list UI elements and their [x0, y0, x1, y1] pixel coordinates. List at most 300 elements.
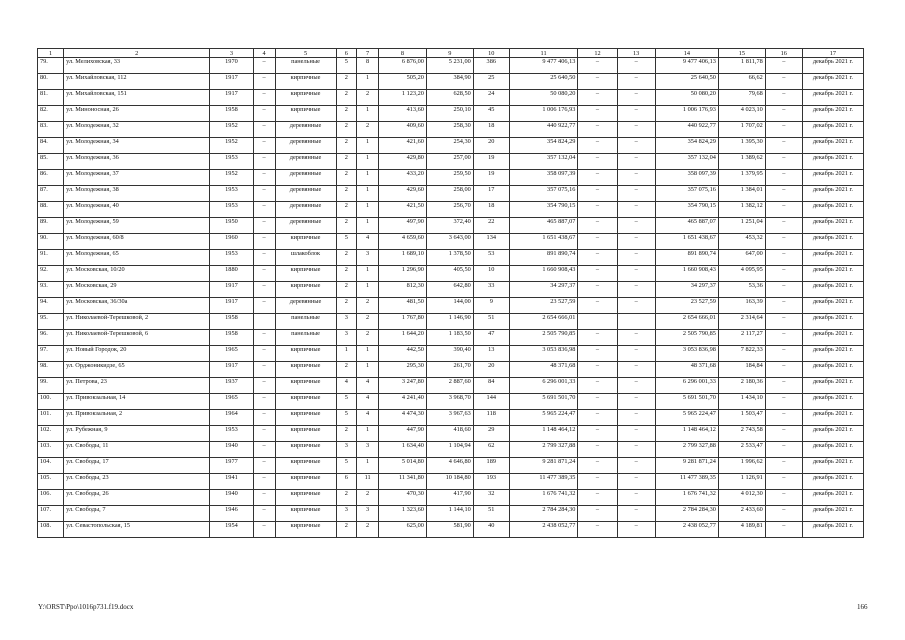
- table-cell: 1 144,10: [426, 506, 473, 522]
- table-cell: декабрь 2021 г.: [802, 330, 863, 346]
- table-cell: 1 146,90: [426, 314, 473, 330]
- header-cell: 6: [336, 49, 357, 58]
- table-cell: кирпичные: [275, 442, 336, 458]
- table-cell: 2 654 666,01: [655, 314, 718, 330]
- table-cell: 481,50: [379, 298, 427, 314]
- table-cell: 1950: [210, 218, 254, 234]
- row-number-cell: 84.: [38, 138, 64, 154]
- table-cell: –: [617, 346, 655, 362]
- table-cell: декабрь 2021 г.: [802, 410, 863, 426]
- row-number-cell: 95.: [38, 314, 64, 330]
- table-cell: –: [253, 330, 275, 346]
- table-cell: [253, 314, 275, 330]
- table-cell: 2 180,36: [718, 378, 765, 394]
- table-cell: 2 743,58: [718, 426, 765, 442]
- table-cell: деревянные: [275, 298, 336, 314]
- table-cell: 357 132,04: [655, 154, 718, 170]
- table-cell: 2 784 284,30: [509, 506, 578, 522]
- address-cell: ул. Петрова, 23: [64, 378, 210, 394]
- table-cell: 1941: [210, 474, 254, 490]
- table-row: [38, 474, 864, 490]
- table-cell: 1 148 464,12: [655, 426, 718, 442]
- table-cell: –: [765, 298, 802, 314]
- table-cell: 442,50: [379, 346, 427, 362]
- table-cell: декабрь 2021 г.: [802, 186, 863, 202]
- table-cell: кирпичные: [275, 506, 336, 522]
- table-row: [38, 154, 864, 170]
- table-cell: панельные: [275, 314, 336, 330]
- table-cell: 1: [357, 282, 379, 298]
- table-cell: 354 790,15: [509, 202, 578, 218]
- header-cell: 3: [210, 49, 254, 58]
- table-cell: 40: [473, 522, 509, 538]
- row-number-cell: 92.: [38, 266, 64, 282]
- header-cell: 7: [357, 49, 379, 58]
- table-cell: 5 965 224,47: [655, 410, 718, 426]
- table-cell: декабрь 2021 г.: [802, 90, 863, 106]
- table-cell: 3 053 836,98: [655, 346, 718, 362]
- table-cell: –: [617, 362, 655, 378]
- row-number-cell: 106.: [38, 490, 64, 506]
- row-number-cell: 102.: [38, 426, 64, 442]
- table-cell: 51: [473, 506, 509, 522]
- table-cell: –: [253, 122, 275, 138]
- header-cell: 15: [718, 49, 765, 58]
- table-cell: 421,60: [379, 138, 427, 154]
- table-cell: –: [617, 522, 655, 538]
- table-cell: 1: [357, 202, 379, 218]
- table-cell: –: [578, 138, 617, 154]
- table-cell: 2: [357, 122, 379, 138]
- table-cell: кирпичные: [275, 362, 336, 378]
- row-number-cell: 93.: [38, 282, 64, 298]
- row-number-cell: 98.: [38, 362, 64, 378]
- table-cell: 2: [336, 90, 357, 106]
- table-cell: –: [765, 522, 802, 538]
- table-cell: –: [617, 90, 655, 106]
- table-row: [38, 410, 864, 426]
- table-cell: –: [578, 202, 617, 218]
- table-cell: 2: [336, 218, 357, 234]
- table-cell: –: [617, 122, 655, 138]
- table-cell: 295,30: [379, 362, 427, 378]
- table-cell: –: [578, 330, 617, 346]
- table-cell: 3: [336, 506, 357, 522]
- address-cell: ул. Свободы, 23: [64, 474, 210, 490]
- table-cell: –: [617, 378, 655, 394]
- table-cell: –: [253, 170, 275, 186]
- table-cell: 9 281 871,24: [655, 458, 718, 474]
- row-number-cell: 94.: [38, 298, 64, 314]
- header-cell: 13: [617, 49, 655, 58]
- address-cell: ул. Московская, 10/20: [64, 266, 210, 282]
- table-cell: –: [253, 218, 275, 234]
- table-cell: –: [617, 138, 655, 154]
- table-row: [38, 298, 864, 314]
- table-cell: 1: [357, 458, 379, 474]
- table-cell: 2: [357, 330, 379, 346]
- table-cell: 1953: [210, 154, 254, 170]
- table-cell: 18: [473, 202, 509, 218]
- table-cell: 1 676 741,32: [655, 490, 718, 506]
- table-cell: декабрь 2021 г.: [802, 250, 863, 266]
- table-cell: декабрь 2021 г.: [802, 218, 863, 234]
- address-cell: ул. Михайловская, 112: [64, 74, 210, 90]
- table-cell: 417,90: [426, 490, 473, 506]
- table-cell: –: [578, 474, 617, 490]
- table-cell: панельные: [275, 330, 336, 346]
- table-cell: –: [617, 330, 655, 346]
- table-cell: –: [253, 138, 275, 154]
- table-cell: –: [765, 90, 802, 106]
- table-cell: 53: [473, 250, 509, 266]
- row-number-cell: 91.: [38, 250, 64, 266]
- table-cell: –: [578, 298, 617, 314]
- table-cell: 1940: [210, 442, 254, 458]
- table-cell: кирпичные: [275, 474, 336, 490]
- table-cell: 1917: [210, 298, 254, 314]
- table-cell: кирпичные: [275, 490, 336, 506]
- table-cell: 13: [473, 346, 509, 362]
- table-cell: декабрь 2021 г.: [802, 138, 863, 154]
- table-cell: 1 660 908,43: [509, 266, 578, 282]
- table-cell: 2: [336, 202, 357, 218]
- row-number-cell: 101.: [38, 410, 64, 426]
- table-cell: кирпичные: [275, 410, 336, 426]
- table-cell: –: [765, 282, 802, 298]
- table-cell: –: [617, 298, 655, 314]
- table-cell: 1954: [210, 522, 254, 538]
- table-row: [38, 346, 864, 362]
- table-cell: 25 640,50: [655, 74, 718, 90]
- table-cell: 3: [336, 442, 357, 458]
- table-cell: 1: [357, 106, 379, 122]
- table-cell: 23 527,59: [509, 298, 578, 314]
- table-row: [38, 378, 864, 394]
- table-cell: декабрь 2021 г.: [802, 314, 863, 330]
- table-cell: –: [253, 442, 275, 458]
- table-cell: 1: [357, 346, 379, 362]
- row-number-cell: 107.: [38, 506, 64, 522]
- table-cell: 372,40: [426, 218, 473, 234]
- row-number-cell: 81.: [38, 90, 64, 106]
- table-cell: –: [617, 58, 655, 74]
- table-cell: –: [765, 170, 802, 186]
- table-row: [38, 74, 864, 90]
- table-cell: 10 184,80: [426, 474, 473, 490]
- table-cell: –: [765, 218, 802, 234]
- row-number-cell: 97.: [38, 346, 64, 362]
- table-cell: 581,90: [426, 522, 473, 538]
- table-cell: 358 097,39: [655, 170, 718, 186]
- table-cell: [617, 314, 655, 330]
- column-number-header: [38, 49, 864, 58]
- table-cell: –: [617, 490, 655, 506]
- table-cell: 2: [336, 522, 357, 538]
- table-cell: 3 053 836,98: [509, 346, 578, 362]
- table-cell: –: [253, 234, 275, 250]
- table-cell: 51: [473, 314, 509, 330]
- table-cell: –: [617, 426, 655, 442]
- table-cell: 1952: [210, 122, 254, 138]
- table-cell: 1958: [210, 106, 254, 122]
- table-cell: 812,30: [379, 282, 427, 298]
- table-cell: –: [253, 282, 275, 298]
- table-cell: –: [253, 426, 275, 442]
- table-cell: 1 123,20: [379, 90, 427, 106]
- table-cell: –: [578, 266, 617, 282]
- table-cell: 1 644,20: [379, 330, 427, 346]
- table-cell: –: [765, 506, 802, 522]
- table-cell: 118: [473, 410, 509, 426]
- table-cell: –: [617, 154, 655, 170]
- table-cell: 357 132,04: [509, 154, 578, 170]
- table-cell: декабрь 2021 г.: [802, 346, 863, 362]
- table-cell: 189: [473, 458, 509, 474]
- table-cell: 11 341,80: [379, 474, 427, 490]
- table-cell: 10: [473, 266, 509, 282]
- table-row: [38, 426, 864, 442]
- table-cell: 405,50: [426, 266, 473, 282]
- table-cell: 453,32: [718, 234, 765, 250]
- table-cell: 1: [336, 346, 357, 362]
- address-cell: ул. Привокзальная, 14: [64, 394, 210, 410]
- table-cell: 2 438 052,77: [509, 522, 578, 538]
- table-cell: –: [578, 458, 617, 474]
- table-cell: 1960: [210, 234, 254, 250]
- table-row: [38, 522, 864, 538]
- table-cell: –: [253, 458, 275, 474]
- table-cell: –: [578, 346, 617, 362]
- table-cell: –: [765, 58, 802, 74]
- table-cell: 53,36: [718, 282, 765, 298]
- table-cell: кирпичные: [275, 266, 336, 282]
- address-cell: ул. Новый Городок, 20: [64, 346, 210, 362]
- table-cell: 409,60: [379, 122, 427, 138]
- table-cell: 259,50: [426, 170, 473, 186]
- table-cell: 357 075,16: [655, 186, 718, 202]
- table-cell: 465 887,07: [509, 218, 578, 234]
- table-cell: декабрь 2021 г.: [802, 426, 863, 442]
- table-cell: 2: [336, 154, 357, 170]
- table-cell: –: [617, 202, 655, 218]
- table-cell: 5: [336, 458, 357, 474]
- table-cell: 1953: [210, 250, 254, 266]
- table-cell: декабрь 2021 г.: [802, 122, 863, 138]
- footer-file-path: Y:\ORST\Ppo\1016p731.f19.docx: [38, 603, 134, 611]
- table-cell: 4 189,81: [718, 522, 765, 538]
- table-cell: декабрь 2021 г.: [802, 378, 863, 394]
- table-cell: 79,68: [718, 90, 765, 106]
- table-cell: 1953: [210, 186, 254, 202]
- table-cell: –: [253, 394, 275, 410]
- table-cell: декабрь 2021 г.: [802, 474, 863, 490]
- table-cell: кирпичные: [275, 74, 336, 90]
- table-cell: 25 640,50: [509, 74, 578, 90]
- table-cell: 1: [357, 170, 379, 186]
- table-cell: –: [765, 442, 802, 458]
- table-row: [38, 314, 864, 330]
- table-cell: 6 296 001,33: [655, 378, 718, 394]
- table-cell: 6 876,00: [379, 58, 427, 74]
- table-cell: 3 247,80: [379, 378, 427, 394]
- table-cell: 2: [357, 490, 379, 506]
- table-cell: декабрь 2021 г.: [802, 442, 863, 458]
- table-cell: –: [617, 506, 655, 522]
- table-cell: 358 097,39: [509, 170, 578, 186]
- table-cell: 421,50: [379, 202, 427, 218]
- table-cell: –: [253, 106, 275, 122]
- table-cell: –: [253, 154, 275, 170]
- table-cell: 8: [357, 58, 379, 74]
- table-cell: –: [253, 346, 275, 362]
- table-cell: 2: [336, 298, 357, 314]
- address-cell: ул. Свободы, 7: [64, 506, 210, 522]
- table-cell: шлакоблок: [275, 250, 336, 266]
- table-cell: 1958: [210, 314, 254, 330]
- header-cell: 17: [802, 49, 863, 58]
- table-cell: 2 314,64: [718, 314, 765, 330]
- table-cell: –: [253, 522, 275, 538]
- address-cell: ул. Молодежная, 65: [64, 250, 210, 266]
- table-cell: 1: [357, 426, 379, 442]
- table-cell: 447,90: [379, 426, 427, 442]
- table-cell: 1: [357, 74, 379, 90]
- table-cell: –: [578, 218, 617, 234]
- header-cell: 1: [38, 49, 64, 58]
- table-cell: деревянные: [275, 122, 336, 138]
- row-number-cell: 100.: [38, 394, 64, 410]
- table-cell: 163,39: [718, 298, 765, 314]
- address-cell: ул. Николаевой-Терешковой, 6: [64, 330, 210, 346]
- table-cell: 1 389,62: [718, 154, 765, 170]
- table-cell: 4 012,30: [718, 490, 765, 506]
- table-cell: кирпичные: [275, 378, 336, 394]
- table-cell: 1917: [210, 90, 254, 106]
- page-number: 166: [857, 603, 868, 611]
- table-cell: 258,30: [426, 122, 473, 138]
- table-row: [38, 282, 864, 298]
- table-row: [38, 458, 864, 474]
- table-row: [38, 330, 864, 346]
- table-cell: 1 006 176,93: [509, 106, 578, 122]
- table-cell: 1952: [210, 138, 254, 154]
- table-cell: –: [253, 186, 275, 202]
- table-cell: 11: [357, 474, 379, 490]
- table-cell: –: [253, 410, 275, 426]
- table-cell: 2: [336, 74, 357, 90]
- table-cell: кирпичные: [275, 394, 336, 410]
- table-cell: –: [765, 74, 802, 90]
- table-cell: 3: [336, 314, 357, 330]
- address-cell: ул. Привокзальная, 2: [64, 410, 210, 426]
- table-cell: 1: [357, 154, 379, 170]
- table-cell: 19: [473, 170, 509, 186]
- table-cell: 2: [336, 122, 357, 138]
- header-cell: 14: [655, 49, 718, 58]
- table-cell: декабрь 2021 г.: [802, 202, 863, 218]
- row-number-cell: 82.: [38, 106, 64, 122]
- table-cell: кирпичные: [275, 522, 336, 538]
- table-cell: 258,00: [426, 186, 473, 202]
- table-cell: 2: [336, 426, 357, 442]
- table-row: [38, 394, 864, 410]
- table-cell: декабрь 2021 г.: [802, 74, 863, 90]
- table-cell: –: [765, 362, 802, 378]
- table-cell: 34 297,37: [509, 282, 578, 298]
- table-cell: 3: [336, 330, 357, 346]
- table-cell: 1917: [210, 362, 254, 378]
- table-cell: 1937: [210, 378, 254, 394]
- address-cell: ул. Миноносная, 26: [64, 106, 210, 122]
- table-cell: кирпичные: [275, 346, 336, 362]
- table-cell: 5 014,80: [379, 458, 427, 474]
- table-cell: 5 231,00: [426, 58, 473, 74]
- table-row: [38, 234, 864, 250]
- table-cell: 9 477 406,13: [655, 58, 718, 74]
- table-cell: –: [617, 250, 655, 266]
- table-cell: –: [617, 410, 655, 426]
- table-cell: –: [765, 202, 802, 218]
- row-number-cell: 83.: [38, 122, 64, 138]
- table-cell: –: [253, 74, 275, 90]
- table-cell: 497,90: [379, 218, 427, 234]
- table-row: [38, 138, 864, 154]
- table-row: [38, 250, 864, 266]
- table-cell: –: [578, 442, 617, 458]
- table-cell: –: [578, 122, 617, 138]
- table-cell: –: [578, 426, 617, 442]
- table-cell: 2 784 284,30: [655, 506, 718, 522]
- table-cell: 18: [473, 122, 509, 138]
- table-cell: –: [578, 234, 617, 250]
- row-number-cell: 108.: [38, 522, 64, 538]
- table-cell: 384,90: [426, 74, 473, 90]
- table-cell: 2 117,27: [718, 330, 765, 346]
- table-cell: 1 148 464,12: [509, 426, 578, 442]
- table-cell: –: [578, 394, 617, 410]
- table-cell: –: [617, 458, 655, 474]
- table-cell: 17: [473, 186, 509, 202]
- header-cell: 16: [765, 49, 802, 58]
- table-cell: 3: [357, 442, 379, 458]
- table-cell: 2 799 327,88: [509, 442, 578, 458]
- table-cell: 1 323,60: [379, 506, 427, 522]
- table-cell: декабрь 2021 г.: [802, 298, 863, 314]
- table-cell: 257,00: [426, 154, 473, 170]
- table-cell: –: [253, 474, 275, 490]
- table-cell: декабрь 2021 г.: [802, 266, 863, 282]
- table-cell: 23 527,59: [655, 298, 718, 314]
- table-cell: 50 080,20: [655, 90, 718, 106]
- table-cell: 2: [336, 490, 357, 506]
- table-cell: 2: [357, 90, 379, 106]
- table-cell: 1 811,78: [718, 58, 765, 74]
- row-number-cell: 89.: [38, 218, 64, 234]
- table-cell: 1 676 741,32: [509, 490, 578, 506]
- table-cell: 1970: [210, 58, 254, 74]
- table-cell: –: [617, 106, 655, 122]
- table-cell: 4 474,30: [379, 410, 427, 426]
- table-cell: 1 996,62: [718, 458, 765, 474]
- table-cell: –: [578, 282, 617, 298]
- header-cell: 4: [253, 49, 275, 58]
- table-cell: 20: [473, 138, 509, 154]
- table-cell: –: [765, 122, 802, 138]
- table-cell: 1946: [210, 506, 254, 522]
- table-cell: 1 126,91: [718, 474, 765, 490]
- table-cell: –: [765, 410, 802, 426]
